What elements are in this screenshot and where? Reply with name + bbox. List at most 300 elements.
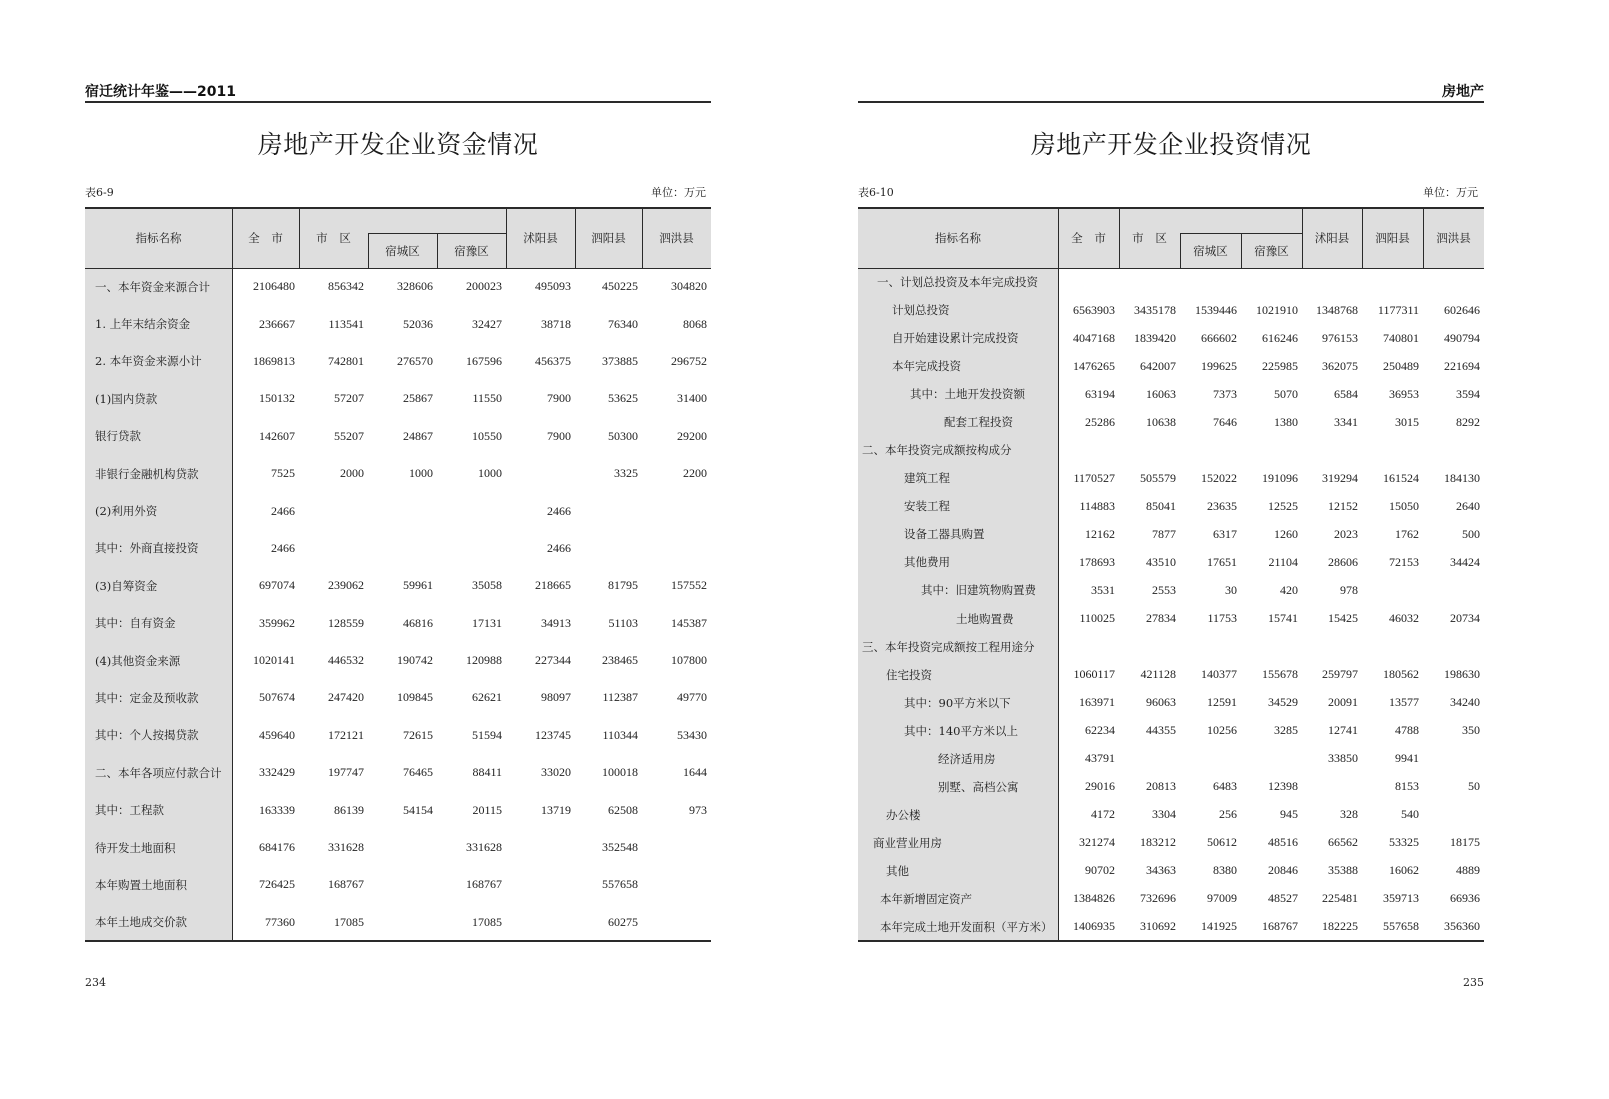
page-number: 234: [85, 976, 106, 989]
cell-urban: 86139: [334, 802, 364, 817]
table-row: [85, 530, 711, 567]
cell-siyang: 180562: [1383, 667, 1419, 682]
cell-siyang: 352548: [602, 840, 638, 855]
row-label: (2)利用外资: [95, 504, 158, 519]
cell-sihong: 34424: [1450, 554, 1480, 569]
column-header-siyang: 泗阳县: [591, 231, 626, 245]
cell-sucheng: 23635: [1207, 498, 1237, 513]
cell-sihong: 350: [1462, 723, 1480, 738]
cell-urban: 10638: [1146, 414, 1176, 429]
table-row: [858, 436, 1484, 464]
cell-suyu: 200023: [466, 279, 502, 294]
cell-urban: 17085: [334, 914, 364, 929]
cell-sihong: [642, 492, 707, 529]
table-row: [85, 866, 711, 903]
row-label: 设备工器具购置: [904, 527, 985, 542]
table-row: [858, 268, 1484, 296]
cell-sucheng: [1180, 436, 1237, 464]
table-row: [85, 567, 711, 604]
cell-siyang: 3015: [1395, 414, 1419, 429]
cell-sihong: 221694: [1444, 358, 1480, 373]
row-label: 二、本年各项应付款合计: [95, 765, 222, 780]
cell-shuyang: 33850: [1328, 751, 1358, 766]
cell-urban: 85041: [1146, 498, 1176, 513]
column-header-name: 指标名称: [135, 231, 182, 245]
cell-total: [1058, 633, 1115, 661]
cell-suyu: 88411: [472, 765, 502, 780]
cell-sucheng: 140377: [1201, 667, 1237, 682]
table-row: [85, 605, 711, 642]
cell-sihong: 31400: [677, 391, 707, 406]
cell-total: 62234: [1085, 723, 1115, 738]
cell-shuyang: 15425: [1328, 611, 1358, 626]
column-header-shuyang: 沭阳县: [523, 231, 558, 245]
cell-urban: [1119, 268, 1176, 296]
row-label: 办公楼: [886, 807, 921, 822]
column-header-sihong: 泗洪县: [659, 231, 694, 245]
cell-total: 4172: [1091, 807, 1115, 822]
table-row: [858, 520, 1484, 548]
column-header-urban: 市 区: [316, 231, 351, 245]
cell-siyang: 100018: [602, 765, 638, 780]
running-header: 宿迁统计年鉴——2011: [85, 84, 236, 100]
cell-total: 178693: [1079, 554, 1115, 569]
cell-urban: 2000: [340, 466, 364, 481]
row-label: 其中：自有资金: [95, 616, 176, 631]
cell-urban: 57207: [334, 391, 364, 406]
cell-sihong: [1423, 745, 1480, 773]
cell-sihong: 145387: [671, 615, 707, 630]
cell-total: 1869813: [253, 353, 295, 368]
row-label: 一、本年资金来源合计: [95, 279, 210, 294]
cell-sucheng: 17651: [1207, 554, 1237, 569]
cell-sihong: 500: [1462, 526, 1480, 541]
row-label: 本年完成投资: [892, 359, 961, 374]
cell-sihong: 49770: [677, 690, 707, 705]
cell-siyang: 1762: [1395, 526, 1419, 541]
row-label: 自开始建设累计完成投资: [892, 331, 1019, 346]
column-header-name: 指标名称: [935, 231, 981, 245]
cell-sihong: [642, 904, 707, 941]
row-label: 其中：个人按揭贷款: [95, 728, 199, 743]
table-row: [85, 343, 711, 380]
cell-siyang: 62508: [608, 802, 638, 817]
cell-suyu: 20846: [1268, 863, 1298, 878]
cell-sucheng: 30: [1225, 582, 1237, 597]
cell-suyu: 15741: [1268, 611, 1298, 626]
cell-urban: [299, 492, 364, 529]
cell-shuyang: 13719: [541, 802, 571, 817]
table-row: [858, 408, 1484, 436]
table-row: [85, 679, 711, 716]
cell-sihong: 29200: [677, 428, 707, 443]
table-row: [858, 773, 1484, 801]
cell-siyang: [575, 530, 638, 567]
cell-total: 507674: [259, 690, 295, 705]
cell-sucheng: 666602: [1201, 330, 1237, 345]
cell-suyu: 48527: [1268, 891, 1298, 906]
cell-suyu: 51594: [472, 727, 502, 742]
table-row: [858, 661, 1484, 689]
column-header-total: 全 市: [1071, 231, 1106, 245]
cell-sucheng: 52036: [403, 316, 433, 331]
cell-shuyang: 2466: [547, 503, 571, 518]
cell-suyu: 17085: [472, 914, 502, 929]
cell-urban: [1119, 633, 1176, 661]
table-number: 表6-10: [858, 186, 894, 199]
cell-sihong: 356360: [1444, 919, 1480, 934]
cell-urban: 239062: [328, 578, 364, 593]
cell-sihong: 4889: [1456, 863, 1480, 878]
table-row: [858, 352, 1484, 380]
cell-siyang: 60275: [608, 914, 638, 929]
cell-siyang: [1362, 633, 1419, 661]
cell-siyang: 557658: [602, 877, 638, 892]
row-label: 住宅投资: [886, 667, 932, 682]
cell-sucheng: [368, 829, 433, 866]
cell-shuyang: 225481: [1322, 891, 1358, 906]
cell-sucheng: [368, 866, 433, 903]
cell-suyu: [1241, 745, 1298, 773]
cell-sihong: 184130: [1444, 470, 1480, 485]
cell-sucheng: 59961: [403, 578, 433, 593]
cell-sihong: 2200: [683, 466, 707, 481]
cell-siyang: 16062: [1389, 863, 1419, 878]
cell-suyu: 5070: [1274, 386, 1298, 401]
cell-suyu: 1260: [1274, 526, 1298, 541]
column-header-urban: 市 区: [1132, 231, 1167, 245]
cell-total: 684176: [259, 840, 295, 855]
cell-total: 4047168: [1073, 330, 1115, 345]
cell-total: 2466: [271, 503, 295, 518]
cell-suyu: 35058: [472, 578, 502, 593]
cell-sucheng: 54154: [403, 802, 433, 817]
cell-total: 726425: [259, 877, 295, 892]
cell-total: 29016: [1085, 779, 1115, 794]
table-row: [858, 605, 1484, 633]
cell-siyang: 450225: [602, 279, 638, 294]
cell-urban: 16063: [1146, 386, 1176, 401]
cell-sucheng: 152022: [1201, 470, 1237, 485]
cell-shuyang: 35388: [1328, 863, 1358, 878]
cell-siyang: [1362, 268, 1419, 296]
column-header-sucheng: 宿城区: [385, 243, 420, 258]
cell-sucheng: [368, 492, 433, 529]
cell-urban: 742801: [328, 353, 364, 368]
cell-sucheng: 11753: [1207, 611, 1237, 626]
cell-sihong: 602646: [1444, 302, 1480, 317]
cell-sucheng: 6317: [1213, 526, 1237, 541]
cell-sihong: 1644: [683, 765, 707, 780]
cell-sucheng: 190742: [397, 653, 433, 668]
cell-suyu: 168767: [466, 877, 502, 892]
cell-siyang: 4788: [1395, 723, 1419, 738]
cell-shuyang: [1302, 436, 1358, 464]
row-label: 非银行金融机构贷款: [95, 466, 199, 481]
cell-sihong: 50: [1468, 779, 1480, 794]
row-label: 其他费用: [904, 555, 950, 570]
cell-sucheng: [1180, 745, 1237, 773]
cell-siyang: 740801: [1383, 330, 1419, 345]
cell-shuyang: 98097: [541, 690, 571, 705]
cell-siyang: 53625: [608, 391, 638, 406]
cell-urban: 247420: [328, 690, 364, 705]
cell-sihong: [1423, 576, 1480, 604]
cell-urban: 20813: [1146, 779, 1176, 794]
cell-total: 1060117: [1073, 667, 1115, 682]
page-title: 房地产开发企业投资情况: [1030, 130, 1312, 159]
table-row: [858, 689, 1484, 717]
row-label: 商业营业用房: [873, 835, 942, 850]
cell-siyang: 81795: [608, 578, 638, 593]
cell-shuyang: 123745: [535, 727, 571, 742]
cell-suyu: 11550: [472, 391, 502, 406]
row-label: 银行贷款: [95, 429, 141, 444]
row-label: 别墅、高档公寓: [938, 779, 1019, 794]
table-row: [858, 380, 1484, 408]
unit-label: 单位：万元: [651, 186, 706, 199]
cell-urban: 197747: [328, 765, 364, 780]
cell-sucheng: 97009: [1207, 891, 1237, 906]
cell-shuyang: [1302, 268, 1358, 296]
table-row: [858, 296, 1484, 324]
cell-sihong: 20734: [1450, 611, 1480, 626]
row-label: 三、本年投资完成额按工程用途分: [862, 639, 1035, 654]
cell-siyang: [1362, 576, 1419, 604]
cell-urban: 128559: [328, 615, 364, 630]
cell-total: 25286: [1085, 414, 1115, 429]
running-header-rule: [858, 101, 1484, 103]
row-label: 待开发土地面积: [95, 840, 176, 855]
cell-siyang: 1177311: [1377, 302, 1419, 317]
table-row: [858, 913, 1484, 941]
row-label: 其他: [886, 863, 909, 878]
cell-shuyang: [506, 904, 571, 941]
cell-sucheng: [1180, 268, 1237, 296]
cell-suyu: [1241, 436, 1298, 464]
cell-urban: 168767: [328, 877, 364, 892]
cell-urban: 172121: [328, 727, 364, 742]
row-label: 经济适用房: [938, 751, 996, 766]
cell-urban: 505579: [1140, 470, 1176, 485]
cell-suyu: 21104: [1268, 554, 1298, 569]
row-label: 其中：工程款: [95, 803, 164, 818]
row-label: 其中：定金及预收款: [95, 690, 199, 705]
running-header-rule: [85, 101, 711, 103]
cell-urban: 310692: [1140, 919, 1176, 934]
cell-total: 2466: [271, 540, 295, 555]
cell-total: 6563903: [1073, 302, 1115, 317]
cell-sihong: [642, 829, 707, 866]
cell-sucheng: 276570: [397, 353, 433, 368]
cell-total: 163971: [1079, 695, 1115, 710]
page-title: 房地产开发企业资金情况: [257, 130, 539, 159]
table-row: [85, 380, 711, 417]
row-label: 本年土地成交价款: [95, 915, 187, 930]
cell-sihong: 3594: [1456, 386, 1480, 401]
cell-urban: 96063: [1146, 695, 1176, 710]
column-header-sihong: 泗洪县: [1436, 231, 1471, 245]
cell-total: 1476265: [1073, 358, 1115, 373]
table-row: [858, 576, 1484, 604]
cell-sihong: 8292: [1456, 414, 1480, 429]
cell-shuyang: 495093: [535, 279, 571, 294]
cell-shuyang: 28606: [1328, 554, 1358, 569]
cell-sihong: 66936: [1450, 891, 1480, 906]
cell-suyu: 120988: [466, 653, 502, 668]
cell-suyu: 12525: [1268, 498, 1298, 513]
cell-sihong: 18175: [1450, 835, 1480, 850]
column-header-sucheng: 宿城区: [1193, 243, 1228, 258]
cell-siyang: 238465: [602, 653, 638, 668]
row-label: 计划总投资: [892, 303, 950, 318]
cell-siyang: 9941: [1395, 751, 1419, 766]
cell-shuyang: 319294: [1322, 470, 1358, 485]
cell-suyu: 945: [1280, 807, 1298, 822]
row-label: 安装工程: [904, 499, 950, 514]
table-row: [858, 633, 1484, 661]
cell-shuyang: 66562: [1328, 835, 1358, 850]
unit-label: 单位：万元: [1423, 186, 1478, 199]
table-row: [85, 418, 711, 455]
cell-sihong: 157552: [671, 578, 707, 593]
cell-sucheng: 199625: [1201, 358, 1237, 373]
cell-siyang: 161524: [1383, 470, 1419, 485]
cell-total: [1058, 268, 1115, 296]
cell-siyang: 110344: [602, 727, 638, 742]
cell-urban: 3435178: [1134, 302, 1176, 317]
cell-sucheng: 24867: [403, 428, 433, 443]
cell-total: 163339: [259, 802, 295, 817]
cell-shuyang: 33020: [541, 765, 571, 780]
cell-sucheng: 256: [1219, 807, 1237, 822]
cell-siyang: 3325: [614, 466, 638, 481]
column-header-total: 全 市: [248, 231, 283, 245]
row-label: 配套工程投资: [944, 415, 1013, 430]
row-label: 本年新增固定资产: [880, 891, 972, 906]
cell-sucheng: 328606: [397, 279, 433, 294]
cell-urban: 183212: [1140, 835, 1176, 850]
cell-urban: 44355: [1146, 723, 1176, 738]
cell-total: 1406935: [1073, 919, 1115, 934]
cell-shuyang: 182225: [1322, 919, 1358, 934]
cell-urban: 55207: [334, 428, 364, 443]
cell-sihong: [642, 530, 707, 567]
cell-siyang: 112387: [602, 690, 638, 705]
cell-suyu: 167596: [466, 353, 502, 368]
row-label: 其中：旧建筑物购置费: [921, 583, 1036, 598]
cell-siyang: 373885: [602, 353, 638, 368]
cell-shuyang: 362075: [1322, 358, 1358, 373]
cell-urban: 3304: [1152, 807, 1176, 822]
cell-total: 110025: [1079, 611, 1115, 626]
cell-suyu: 62621: [472, 690, 502, 705]
cell-shuyang: 38718: [541, 316, 571, 331]
table-row: [85, 305, 711, 342]
table-row: [858, 464, 1484, 492]
table-row: [858, 829, 1484, 857]
cell-siyang: 50300: [608, 428, 638, 443]
row-label: 其中：外商直接投资: [95, 541, 199, 556]
table-row: [85, 717, 711, 754]
cell-shuyang: [1302, 773, 1358, 801]
cell-sucheng: 141925: [1201, 919, 1237, 934]
table-row: [858, 492, 1484, 520]
cell-total: 697074: [259, 578, 295, 593]
table-row: [85, 492, 711, 529]
cell-suyu: [437, 492, 502, 529]
row-label: 1. 上年末结余资金: [95, 317, 191, 332]
cell-sihong: 107800: [671, 653, 707, 668]
cell-suyu: 17131: [472, 615, 502, 630]
cell-sihong: 304820: [671, 279, 707, 294]
cell-sihong: 8068: [683, 316, 707, 331]
cell-suyu: 1021910: [1256, 302, 1298, 317]
row-label: 建筑工程: [904, 471, 950, 486]
row-label: 一、计划总投资及本年完成投资: [877, 275, 1038, 290]
cell-sihong: [1423, 801, 1480, 829]
cell-suyu: 191096: [1262, 470, 1298, 485]
cell-total: 77360: [265, 914, 295, 929]
cell-siyang: 540: [1401, 807, 1419, 822]
table-row: [858, 324, 1484, 352]
table-row: [858, 717, 1484, 745]
cell-suyu: 10550: [472, 428, 502, 443]
cell-siyang: 13577: [1389, 695, 1419, 710]
cell-total: [1058, 436, 1115, 464]
cell-sihong: 34240: [1450, 695, 1480, 710]
table-row: [85, 904, 711, 941]
cell-sucheng: 1539446: [1195, 302, 1237, 317]
cell-shuyang: 227344: [535, 653, 571, 668]
cell-shuyang: 456375: [535, 353, 571, 368]
cell-sucheng: 8380: [1213, 863, 1237, 878]
cell-shuyang: [1302, 633, 1358, 661]
row-label: 土地购置费: [956, 611, 1014, 626]
cell-sucheng: 7373: [1213, 386, 1237, 401]
cell-shuyang: 328: [1340, 807, 1358, 822]
table-row: [85, 642, 711, 679]
cell-siyang: 15050: [1389, 498, 1419, 513]
cell-shuyang: 20091: [1328, 695, 1358, 710]
cell-urban: 27834: [1146, 611, 1176, 626]
cell-urban: 421128: [1140, 667, 1176, 682]
cell-total: 90702: [1085, 863, 1115, 878]
table-row: [858, 548, 1484, 576]
table-row: [85, 268, 711, 305]
cell-sihong: 973: [689, 802, 707, 817]
row-label: (1)国内贷款: [95, 391, 158, 406]
cell-sucheng: 1000: [409, 466, 433, 481]
cell-sihong: 198630: [1444, 667, 1480, 682]
cell-urban: 113541: [328, 316, 364, 331]
cell-urban: 7877: [1152, 526, 1176, 541]
cell-urban: [1119, 745, 1176, 773]
cell-sucheng: 10256: [1207, 723, 1237, 738]
cell-sucheng: 7646: [1213, 414, 1237, 429]
cell-urban: 331628: [328, 840, 364, 855]
cell-total: 1170527: [1073, 470, 1115, 485]
cell-suyu: 420: [1280, 582, 1298, 597]
cell-total: 7525: [271, 466, 295, 481]
row-label: 其中：土地开发投资额: [910, 387, 1025, 402]
row-label: 2. 本年资金来源小计: [95, 354, 202, 369]
cell-siyang: 76340: [608, 316, 638, 331]
column-header-shuyang: 沭阳县: [1314, 231, 1350, 245]
cell-sihong: 53430: [677, 727, 707, 742]
cell-siyang: 36953: [1389, 386, 1419, 401]
cell-suyu: 20115: [472, 802, 502, 817]
